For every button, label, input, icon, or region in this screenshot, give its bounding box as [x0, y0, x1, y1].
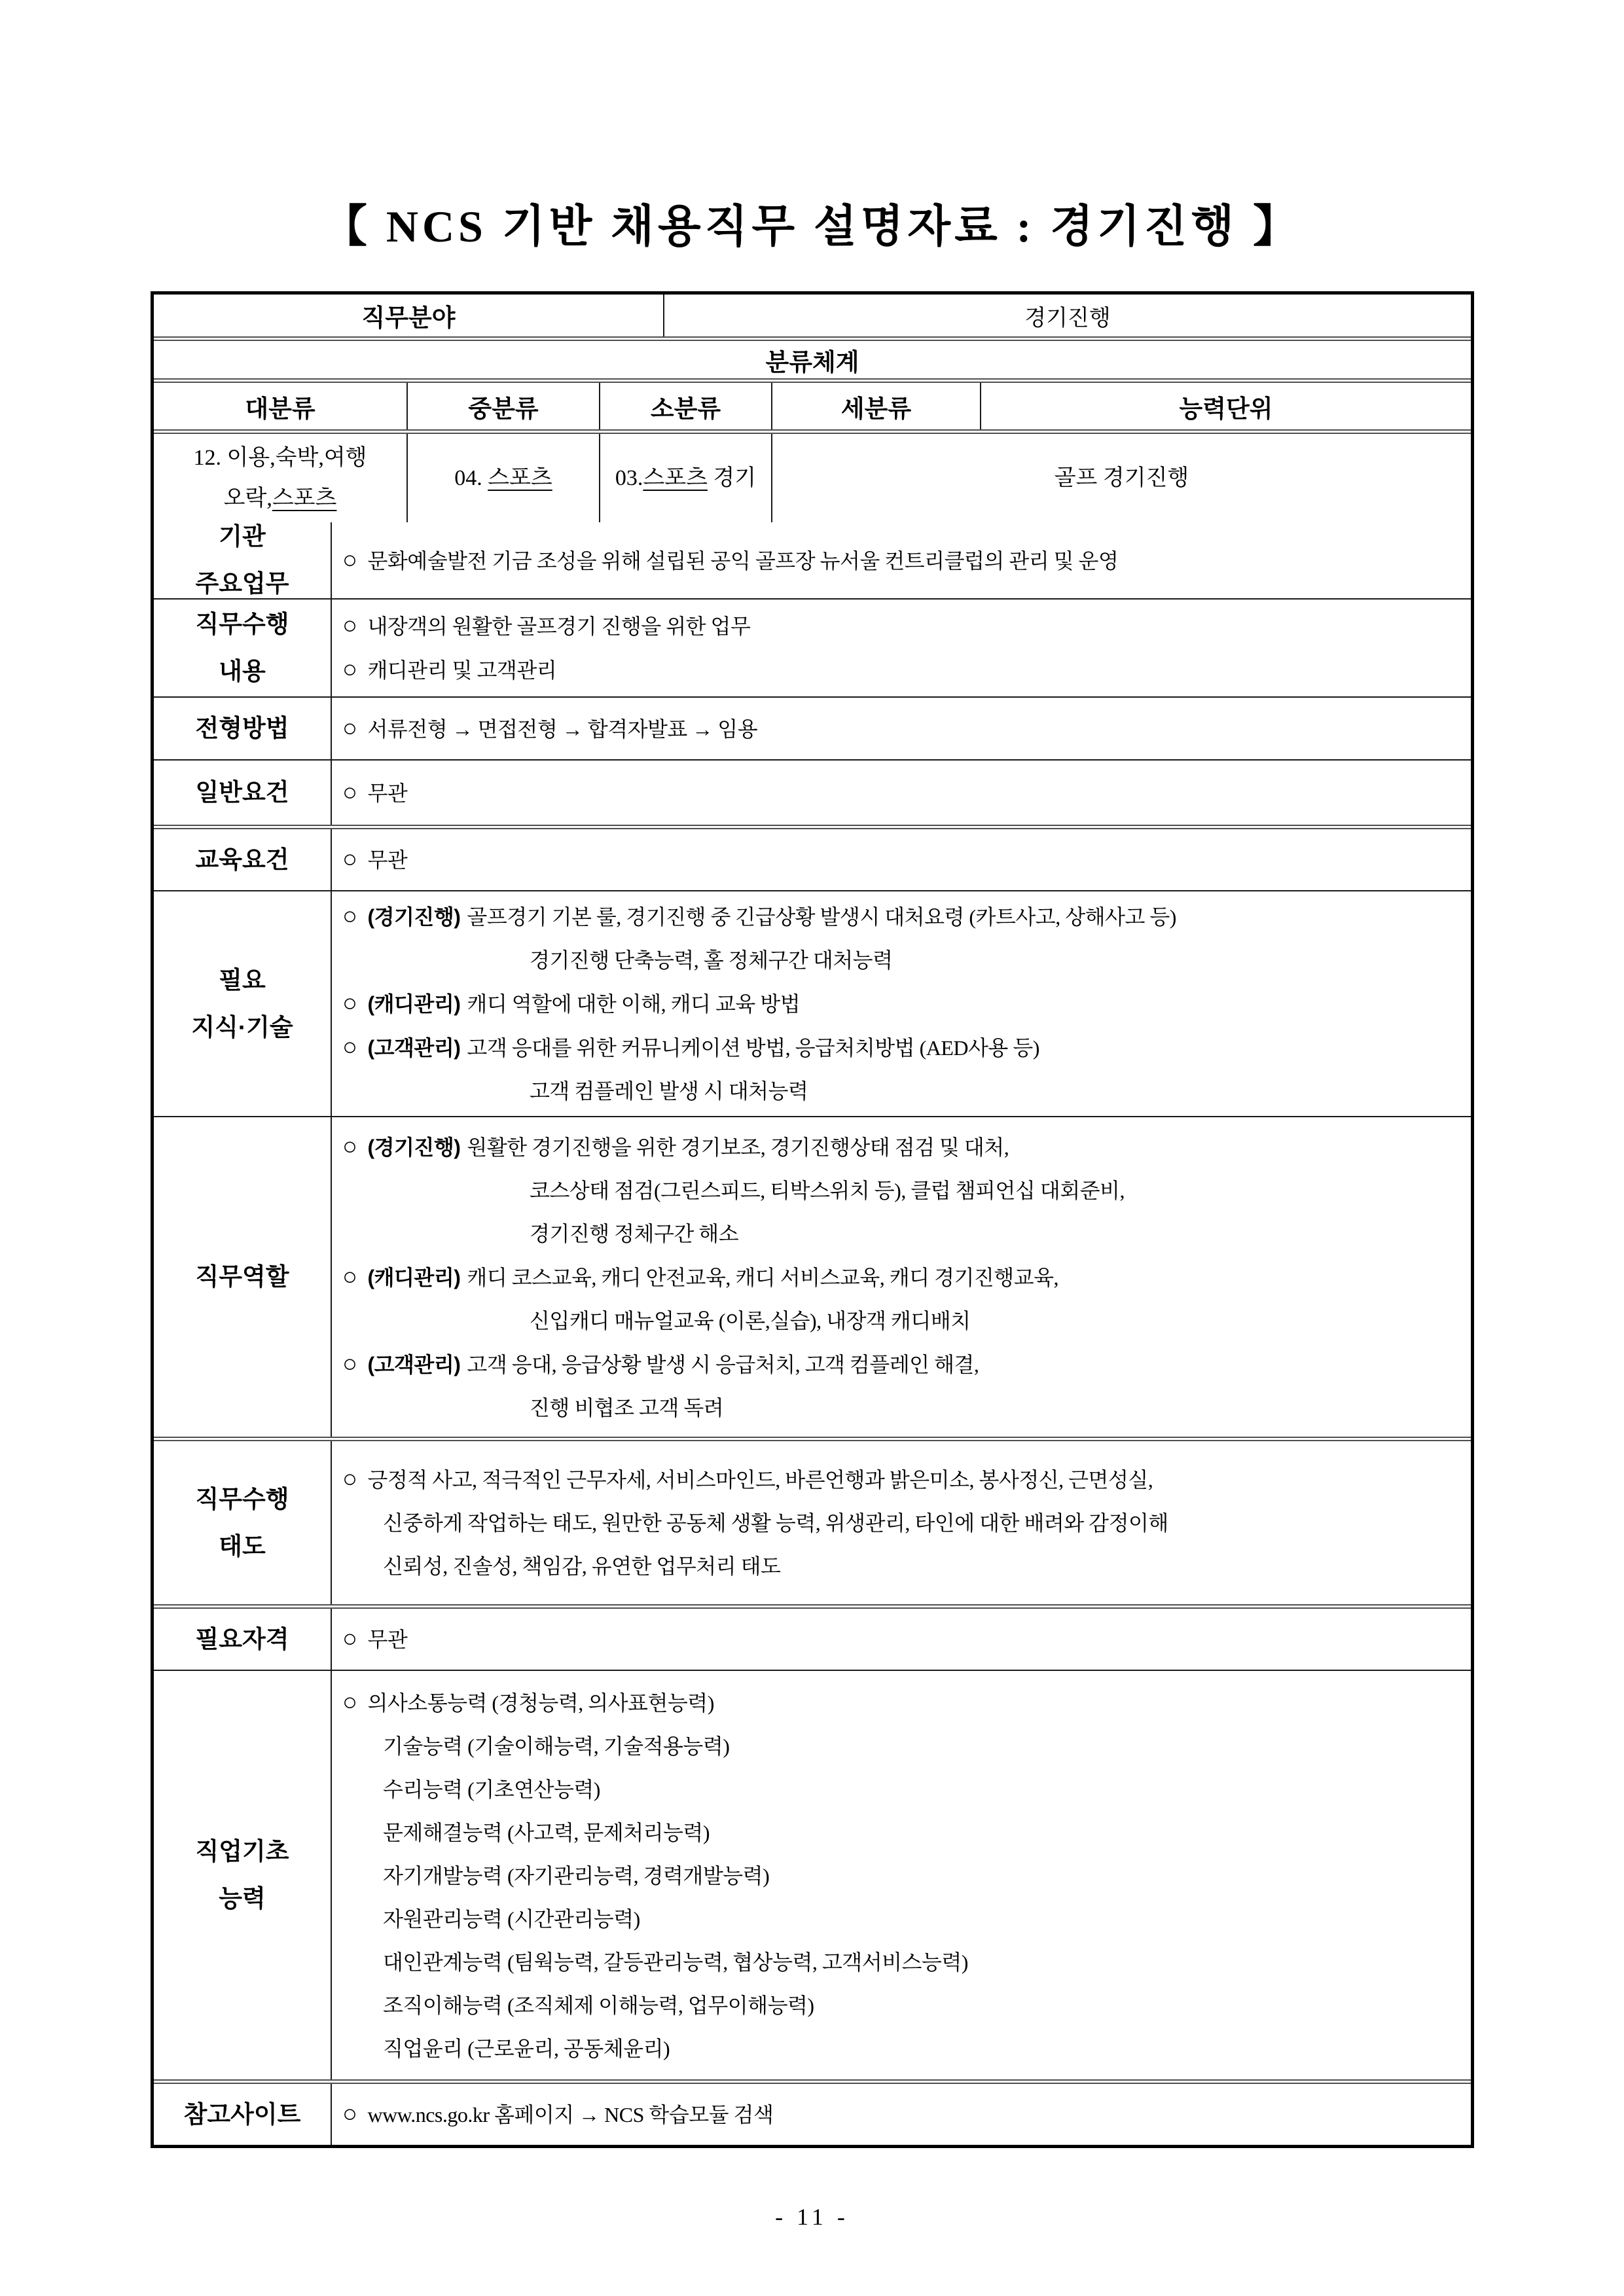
content-line: [342, 982, 1471, 1026]
section-label-selection-method: 전형방법: [195, 715, 289, 742]
content-line: [342, 648, 1471, 692]
content-line: [342, 1125, 1471, 1169]
section-content-job-attitude: [331, 1441, 1471, 1604]
line-text: 고객 응대, 응급상황 발생 시 응급처치, 고객 컴플레인 해결,: [467, 1352, 979, 1376]
section-label-job-content: 직무수행 내용: [195, 611, 289, 685]
category-tag: (고객관리): [367, 1036, 461, 1060]
circle-bullet-icon: ○: [342, 656, 357, 683]
section-content-general-req: [331, 761, 1471, 825]
content-line: [342, 1342, 1471, 1386]
line-text: 무관: [367, 781, 408, 805]
circle-bullet-icon: ○: [342, 2100, 357, 2128]
content-line: [342, 1501, 1471, 1545]
content-line: [342, 1458, 1471, 1501]
content-line: [342, 1299, 1471, 1342]
column-header-2: 중분류: [406, 383, 599, 429]
content-line: [342, 1941, 1471, 1984]
major-category-line2: 오락,스포츠: [223, 486, 337, 511]
section-label-general-req: 일반요건: [195, 779, 289, 806]
classification-header: 분류체계: [765, 348, 859, 376]
line-text: 서류전형 → 면접전형 → 합격자발표 → 임용: [367, 717, 758, 741]
minor-category-value: 03.스포츠 경기: [599, 434, 771, 522]
category-tag: (경기진행): [367, 1135, 461, 1159]
category-tag: (고객관리): [367, 1352, 461, 1376]
job-field-label: 직무분야: [361, 304, 456, 331]
content-line: [342, 539, 1471, 583]
category-tag: (캐디관리): [367, 1265, 461, 1289]
section-label-job-attitude: 직무수행 태도: [195, 1485, 289, 1560]
section-content-job-roles: [331, 1117, 1471, 1437]
line-text: 대인관계능력 (팀웍능력, 갈등관리능력, 협상능력, 고객서비스능력): [383, 1950, 968, 1974]
section-content-job-content: [331, 600, 1471, 696]
section-reference-site: [154, 2079, 1471, 2145]
line-text: 신중하게 작업하는 태도, 원만한 공동체 생활 능력, 위생관리, 타인에 대한 배려와 감정이해: [383, 1511, 1168, 1535]
category-tag: (경기진행): [367, 905, 461, 929]
column-header-5: 능력단위: [980, 383, 1471, 429]
classification-values-row: [154, 429, 1471, 522]
content-line: [342, 1386, 1471, 1429]
sections-container: [154, 522, 1471, 2145]
content-line: [342, 939, 1471, 982]
content-line: [342, 1545, 1471, 1588]
circle-bullet-icon: ○: [342, 846, 357, 873]
section-content-basic-competency: [331, 1671, 1471, 2079]
line-text: 무관: [367, 1628, 408, 1651]
line-text: 캐디 역할에 대한 이해, 캐디 교육 방법: [467, 992, 801, 1016]
circle-bullet-icon: ○: [342, 778, 357, 806]
line-text: 수리능력 (기초연산능력): [383, 1777, 600, 1801]
circle-bullet-icon: ○: [342, 1033, 357, 1061]
content-line: [342, 1725, 1471, 1768]
content-line: [342, 838, 1471, 882]
content-line: [342, 1768, 1471, 1811]
line-text: 경기진행 단축능력, 홀 정체구간 대처능력: [530, 948, 893, 972]
content-line: [342, 1255, 1471, 1299]
line-text: 직업윤리 (근로윤리, 공동체윤리): [383, 2036, 670, 2060]
section-content-edu-req: [331, 829, 1471, 890]
section-content-org-duty: [331, 522, 1471, 598]
section-content-reference-site: [331, 2084, 1471, 2145]
line-text: 문제해결능력 (사고력, 문제처리능력): [383, 1820, 710, 1844]
line-text: 캐디 코스교육, 캐디 안전교육, 캐디 서비스교육, 캐디 경기진행교육,: [467, 1265, 1059, 1289]
line-text: 문화예술발전 기금 조성을 위해 설립된 공익 골프장 뉴서울 컨트리클럽의 관리 및 운영: [367, 548, 1119, 573]
job-field-value: 경기진행: [663, 295, 1471, 336]
line-text: 골프경기 기본 룰, 경기진행 중 긴급상황 발생시 대처요령 (카트사고, 상해사고 등): [467, 905, 1176, 929]
circle-bullet-icon: ○: [342, 612, 357, 639]
section-label-required-cert: 필요자격: [195, 1625, 289, 1653]
circle-bullet-icon: ○: [342, 546, 357, 574]
content-line: [342, 1854, 1471, 1897]
circle-bullet-icon: ○: [342, 903, 357, 930]
line-text: 고객 컴플레인 발생 시 대처능력: [530, 1079, 808, 1103]
section-content-selection-method: [331, 698, 1471, 759]
column-header-3: 소분류: [599, 383, 771, 429]
content-line: [342, 1984, 1471, 2027]
section-required-cert: [154, 1604, 1471, 1670]
section-content-required-cert: [331, 1609, 1471, 1670]
line-text: 긍정적 사고, 적극적인 근무자세, 서비스마인드, 바른언행과 밝은미소, 봉사정신, 근면성실,: [367, 1468, 1153, 1492]
content-line: [342, 1897, 1471, 1941]
circle-bullet-icon: ○: [342, 714, 357, 742]
circle-bullet-icon: ○: [342, 1132, 357, 1160]
page-number: - 11 -: [775, 2204, 849, 2230]
content-line: [342, 604, 1471, 648]
line-text: 조직이해능력 (조직체제 이해능력, 업무이해능력): [383, 1993, 814, 2017]
circle-bullet-icon: ○: [342, 1688, 357, 1716]
line-text: 진행 비협조 고객 독려: [530, 1395, 724, 1420]
classification-header-row: [154, 336, 1471, 378]
content-line: [342, 1212, 1471, 1255]
content-line: [342, 1069, 1471, 1113]
circle-bullet-icon: ○: [342, 1625, 357, 1653]
major-category-line1: 12. 이용,숙박,여행: [193, 445, 367, 470]
column-header-4: 세분류: [771, 383, 980, 429]
section-basic-competency: [154, 1670, 1471, 2079]
line-text: 내장객의 원활한 골프경기 진행을 위한 업무: [367, 615, 751, 638]
job-field-row: [154, 295, 1471, 336]
line-text: 자원관리능력 (시간관리능력): [383, 1907, 640, 1931]
circle-bullet-icon: ○: [342, 1263, 357, 1291]
section-label-basic-competency: 직업기초 능력: [195, 1838, 289, 1912]
circle-bullet-icon: ○: [342, 1465, 357, 1493]
section-label-job-roles: 직무역할: [195, 1263, 289, 1290]
circle-bullet-icon: ○: [342, 1350, 357, 1378]
content-line: [342, 1617, 1471, 1661]
content-line: [342, 771, 1471, 815]
line-text: 코스상태 점검(그린스피드, 티박스위치 등), 클럽 챔피언십 대회준비,: [530, 1178, 1125, 1202]
job-description-table: [151, 291, 1474, 2148]
classification-columns-row: [154, 378, 1471, 429]
section-label-knowledge-skills: 필요 지식·기술: [191, 966, 293, 1041]
line-text: 고객 응대를 위한 커뮤니케이션 방법, 응급처치방법 (AED사용 등): [467, 1036, 1039, 1060]
section-job-roles: [154, 1116, 1471, 1437]
content-line: [342, 1681, 1471, 1725]
line-text: 무관: [367, 848, 408, 872]
line-text: 원활한 경기진행을 위한 경기보조, 경기진행상태 점검 및 대처,: [467, 1135, 1009, 1159]
section-job-content: [154, 598, 1471, 696]
category-tag: (캐디관리): [367, 992, 461, 1016]
line-text: 신뢰성, 진솔성, 책임감, 유연한 업무처리 태도: [383, 1554, 781, 1578]
section-content-knowledge-skills: [331, 891, 1471, 1116]
section-label-edu-req: 교육요건: [195, 846, 289, 873]
content-line: [342, 1026, 1471, 1069]
line-text: www.ncs.go.kr 홈페이지 → NCS 학습모듈 검색: [367, 2103, 774, 2126]
competency-unit-value: 골프 경기진행: [771, 434, 1471, 522]
line-text: 신입캐디 매뉴얼교육 (이론,실습), 내장객 캐디배치: [530, 1308, 971, 1333]
section-edu-req: [154, 825, 1471, 890]
line-text: 기술능력 (기술이해능력, 기술적용능력): [383, 1734, 730, 1758]
section-label-reference-site: 참고사이트: [183, 2100, 301, 2128]
content-line: [342, 1811, 1471, 1854]
line-text: 캐디관리 및 고객관리: [367, 658, 557, 682]
section-knowledge-skills: [154, 890, 1471, 1116]
section-selection-method: [154, 696, 1471, 759]
line-text: 자기개발능력 (자기관리능력, 경력개발능력): [383, 1863, 770, 1888]
content-line: [342, 2092, 1471, 2136]
content-line: [342, 707, 1471, 751]
section-org-duty: [154, 522, 1471, 598]
content-line: [342, 895, 1471, 939]
section-general-req: [154, 759, 1471, 825]
middle-category-value: 04. 스포츠: [406, 434, 599, 522]
line-text: 의사소통능력 (경청능력, 의사표현능력): [367, 1691, 714, 1715]
major-category-value: [154, 434, 406, 522]
circle-bullet-icon: ○: [342, 990, 357, 1017]
line-text: 경기진행 정체구간 해소: [530, 1221, 739, 1246]
section-job-attitude: [154, 1437, 1471, 1604]
content-line: [342, 1169, 1471, 1212]
page-title: 【 NCS 기반 채용직무 설명자료 : 경기진행 】: [322, 202, 1302, 251]
column-header-1: 대분류: [245, 395, 316, 422]
content-line: [342, 2027, 1471, 2070]
section-label-org-duty: 기관 주요업무: [195, 523, 289, 597]
